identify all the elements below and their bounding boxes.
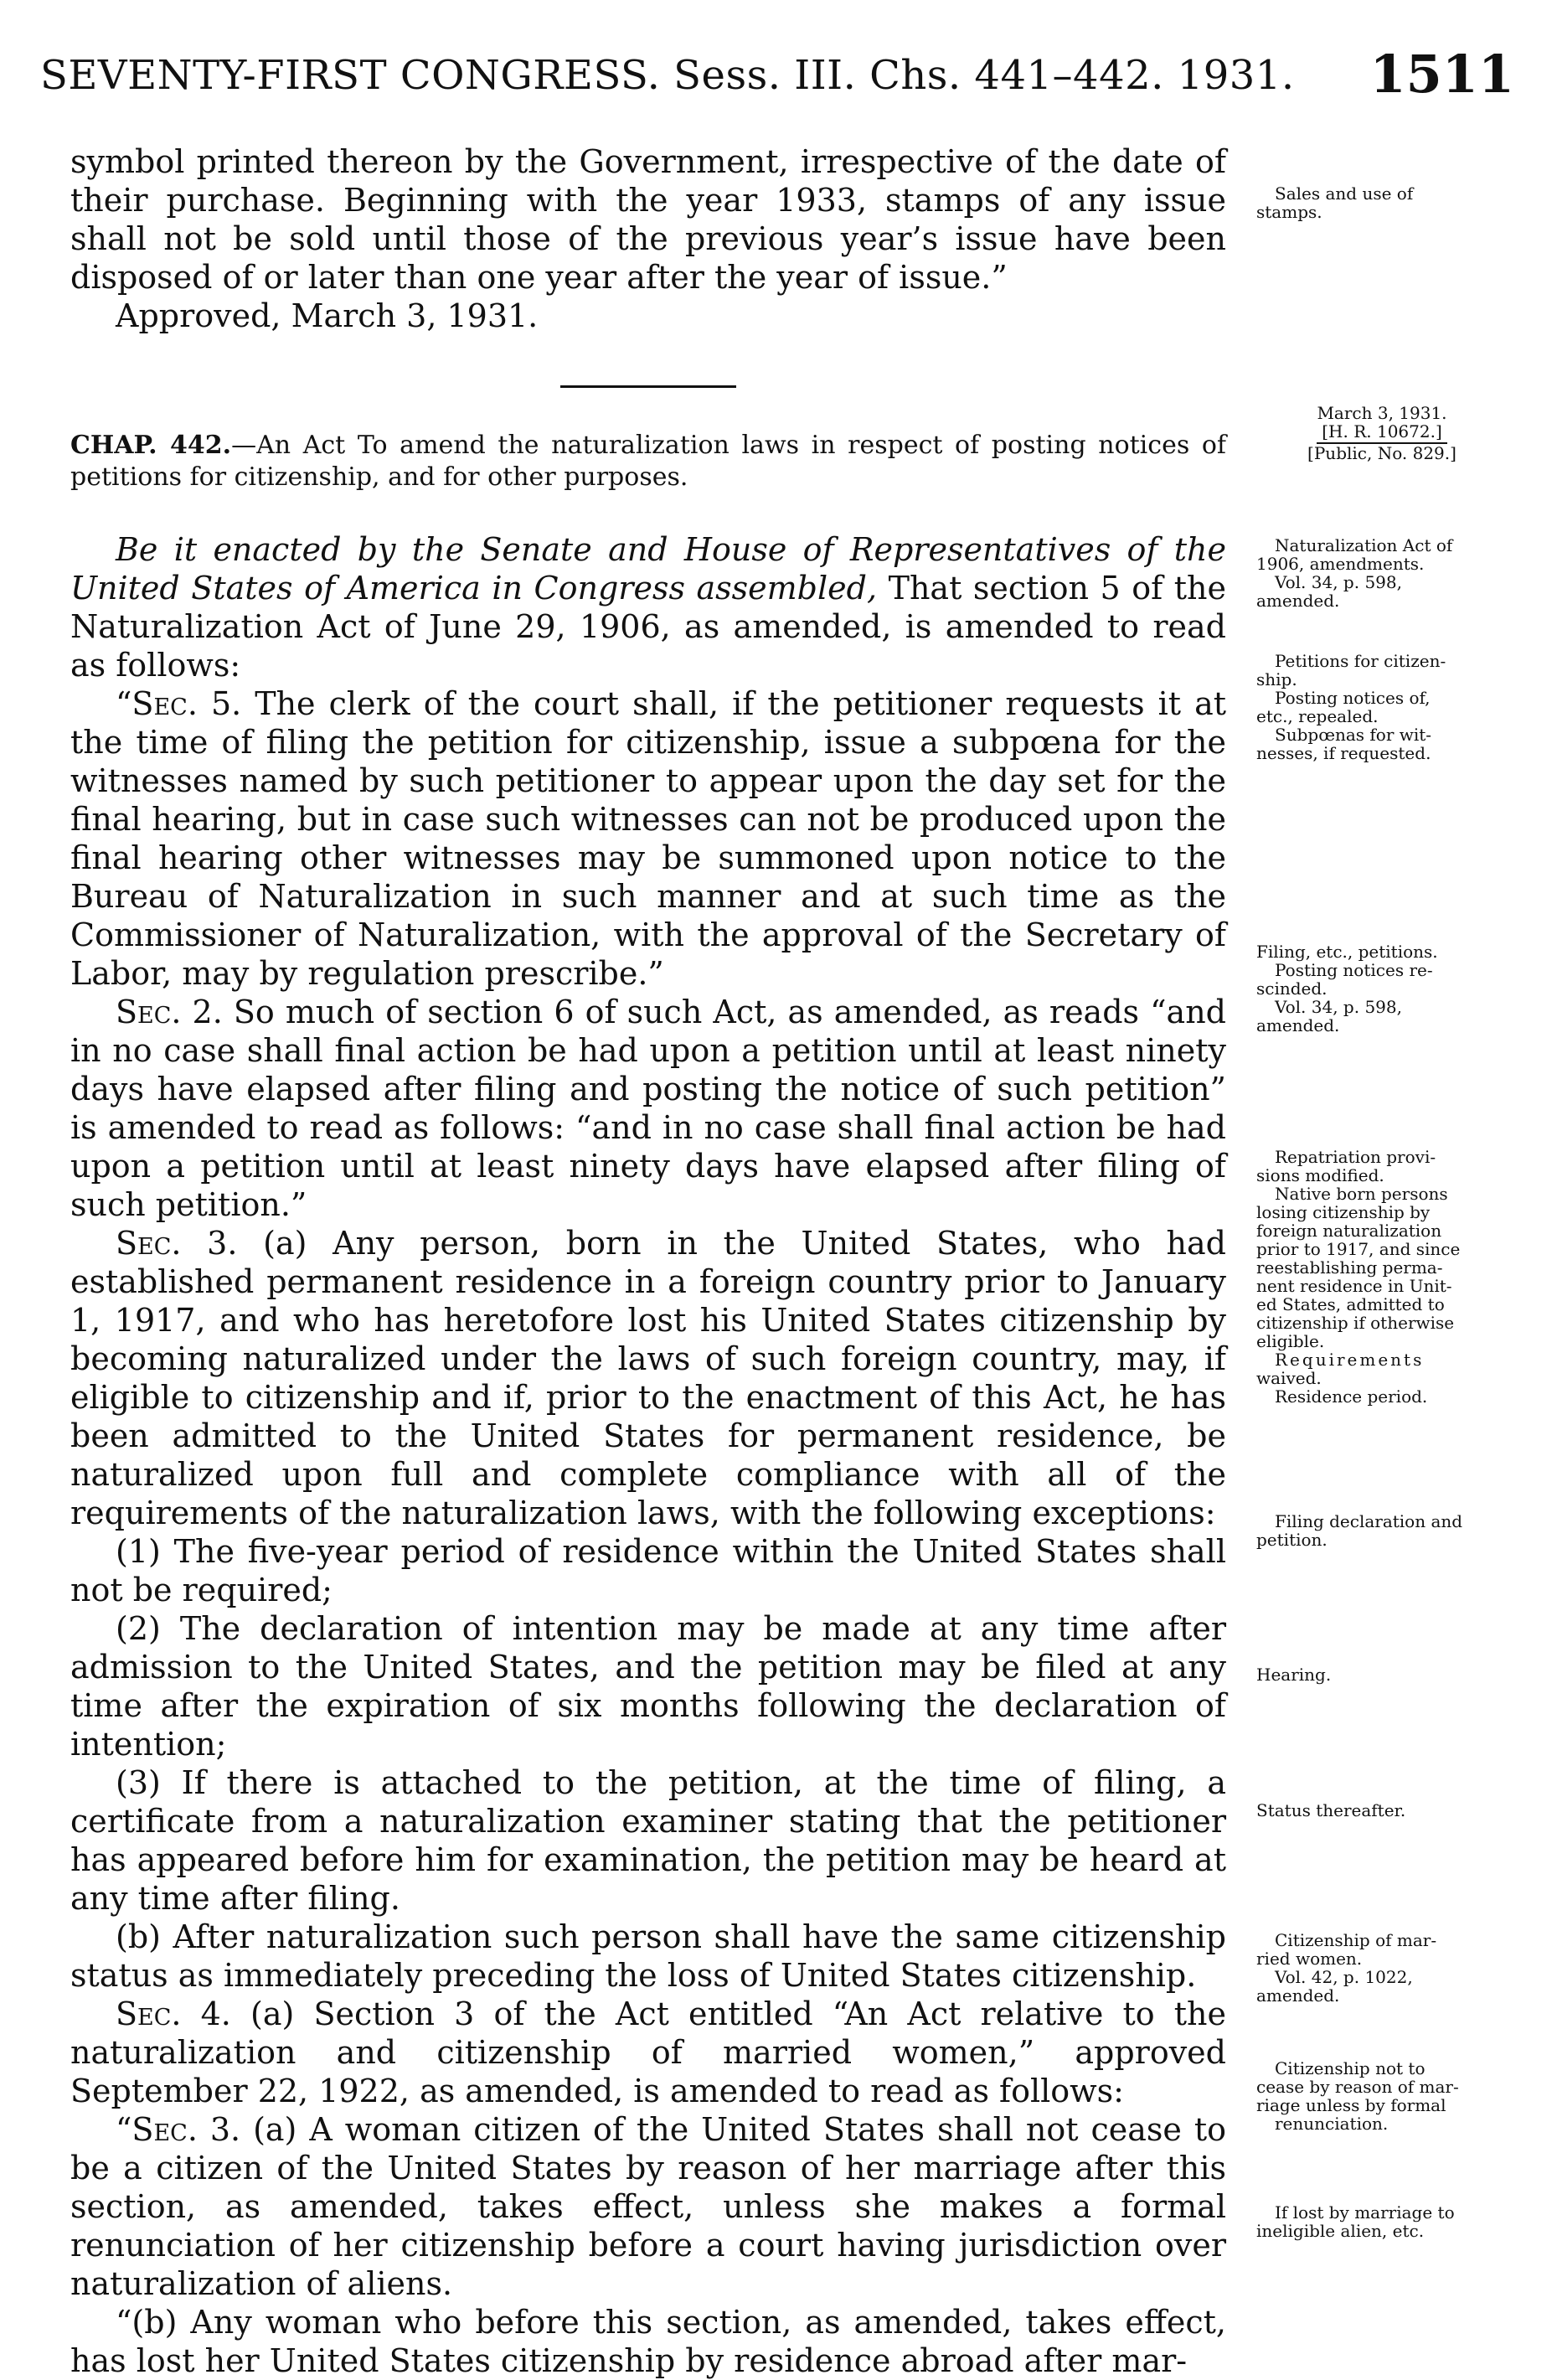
enacting-clause: Be it enacted by the Senate and House of Representatives of the United States of America in Congress assembled,	[70, 531, 1226, 607]
section-3-label: Sec. 3.	[116, 1225, 238, 1262]
margin-note-petitions: Petitions for citizen- ship. Posting notices of, etc., repealed. Subpœnas for wit- nesses, if requested.	[1256, 651, 1446, 763]
margin-note-naturalization-act: Naturalization Act of 1906, amendments. Vol. 34, p. 598, amended.	[1256, 535, 1453, 611]
continuation-paragraph: symbol printed thereon by the Government, irrespective of the date of their purchase. Beginning with the year 1933, stamps of any issue shall not be sold until those of the previous year’s issue have been disposed of or later than one year after the year of issue.”	[70, 143, 1226, 296]
section-5-paragraph	[70, 684, 1226, 993]
section-3-paragraph	[70, 1224, 1226, 1532]
running-head	[40, 44, 1514, 111]
section-3-text: (a) Any person, born in the United States, who had established permanent residence in a foreign country prior to January 1, 1917, and who has heretofore lost his United States citizenship by becoming naturalized under the laws of such foreign country, may, if eligible to citizenship and if, prior to the enactment of this Act, he has been admitted to the United States for permanent residence, be naturalized upon full and complete compliance with all of the requirements of the naturalization laws, with the following exceptions:	[70, 1225, 1226, 1531]
margin-note-married-women: Citizenship of mar- ried women. Vol. 42, p. 1022, amended.	[1256, 1930, 1437, 2006]
section-5-text: The clerk of the court shall, if the petitioner requests it at the time of filing the petition for citizenship, issue a subpœna for the witnesses named by such petitioner to appear upon the day set for the final hearing, but in case such witnesses can not be produced upon the final hearing other witnesses may be summoned upon notice to the Bureau of Naturalization in such manner and at such time as the Commissioner of Naturalization, with the approval of the Secretary of Labor, may by regulation prescribe.”	[70, 685, 1226, 992]
exception-2: (2) The declaration of intention may be made at any time after admission to the United States, and the petition may be filed at any time after the expiration of six months following the declaration of intention;	[70, 1610, 1226, 1763]
section-divider	[560, 385, 736, 388]
section-1-intro: That section 5 of the Naturalization Act of June 29, 1906, as amended, is amended to read as follows:	[70, 570, 1226, 684]
chapter-title: —An Act To amend the naturalization laws in respect of posting notices of petitions for citizenship, and for other purposes.	[70, 431, 1226, 492]
margin-note-hearing: Hearing.	[1256, 1665, 1332, 1685]
section-3b: (b) After naturalization such person shall have the same citizenship status as immediately preceding the loss of United States citizenship.	[70, 1918, 1226, 1994]
exception-1: (1) The five-year period of residence within the United States shall not be required;	[70, 1533, 1226, 1608]
chapter-heading	[70, 430, 1226, 493]
main-text-column	[70, 142, 1226, 2380]
section-2-paragraph	[70, 993, 1226, 1224]
margin-note-citizenship-not-ceased: Citizenship not to cease by reason of mar- riage unless by formal renunciation.	[1256, 2058, 1459, 2134]
quoted-section-3b: “(b) Any woman who before this section, as amended, takes effect, has lost her United States citizenship by residence abroad after mar-	[70, 2304, 1226, 2379]
section-2-label: Sec. 2.	[116, 994, 223, 1030]
margin-note-filing-declaration: Filing declaration and petition.	[1256, 1511, 1463, 1550]
quoted-section-3-text: (a) A woman citizen of the United States shall not cease to be a citizen of the United States by reason of her marriage after this section, as amended, takes effect, unless she makes a formal renunciation of her citizenship before a court having jurisdiction over naturalization of aliens.	[70, 2111, 1226, 2302]
approval-line: Approved, March 3, 1931.	[116, 297, 539, 334]
section-4-paragraph	[70, 1995, 1226, 2110]
quoted-section-3-label: “Sec. 3.	[116, 2111, 241, 2148]
margin-note-status: Status thereafter.	[1256, 1800, 1406, 1820]
section-4-label: Sec. 4.	[116, 1995, 231, 2032]
margin-note-lost-by-marriage: If lost by marriage to ineligible alien, etc.	[1256, 2202, 1455, 2241]
section-2-text: So much of section 6 of such Act, as amended, as reads “and in no case shall final action be had upon a petition until at least ninety days have elapsed after filing and posting the notice of such petition” is amended to read as follows: “and in no case shall final action be had upon a petition until at least ninety days have elapsed after filing of such petition.”	[70, 994, 1226, 1223]
quoted-section-3-paragraph	[70, 2110, 1226, 2303]
running-title: SEVENTY-FIRST CONGRESS. Sess. III. Chs. 441–442. 1931.	[40, 52, 1295, 99]
exception-3: (3) If there is attached to the petition, at the time of filing, a certificate from a naturalization examiner stating that the petitioner has appeared before him for examination, the petition may be heard at any time after filing.	[70, 1764, 1226, 1917]
chapter-label: CHAP. 442.	[70, 431, 232, 460]
margin-note-repatriation: Repatriation provi- sions modified. Native born persons losing citizenship by foreign naturalization prior to 1917, and since reestablishing perma- nent residence in Unit- ed States, admitted to citizenship if otherwise eligible. Requirements waived. Residence period.	[1256, 1147, 1461, 1407]
margin-note-filing-petitions: Filing, etc., petitions. Posting notices re- scinded. Vol. 34, p. 598, amended.	[1256, 942, 1438, 1035]
margin-note-act-date: March 3, 1931. [H. R. 10672.] [Public, No. 829.]	[1307, 403, 1456, 463]
section-4-text: (a) Section 3 of the Act entitled “An Act relative to the naturalization and citizenship of married women,” approved September 22, 1922, as amended, is amended to read as follows:	[70, 1995, 1226, 2109]
section-5-label: “Sec. 5.	[116, 685, 242, 722]
page-number: 1511	[1369, 44, 1514, 105]
margin-note-sales-stamps: Sales and use of stamps.	[1256, 183, 1414, 222]
enacting-paragraph	[70, 530, 1226, 684]
